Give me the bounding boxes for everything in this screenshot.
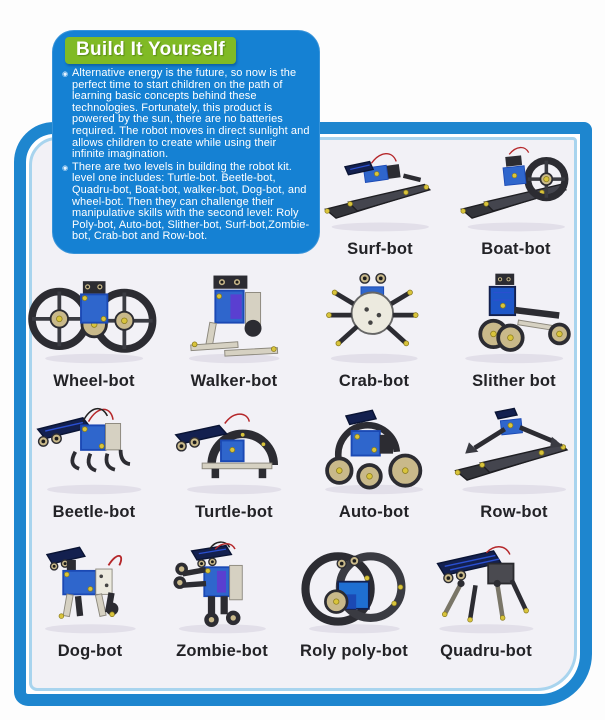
robot-image-rolypoly	[288, 528, 420, 636]
robot-image-surf	[312, 142, 448, 234]
robot-cell	[288, 528, 420, 661]
robot-cell	[304, 268, 444, 391]
robot-label: Slither bot	[472, 372, 556, 390]
robot-label: Turtle-bot	[195, 503, 273, 521]
robot-image-turtle	[164, 399, 304, 497]
robot-cell	[24, 399, 164, 522]
robot-image-wheel	[24, 268, 164, 366]
robot-image-row	[444, 399, 584, 497]
robot-label: Crab-bot	[338, 372, 410, 390]
robot-row-1	[312, 142, 584, 259]
robot-cell	[312, 142, 448, 259]
robot-label: Roly poly-bot	[299, 642, 408, 660]
robot-image-beetle	[24, 399, 164, 497]
robot-label: Auto-bot	[338, 503, 410, 521]
robot-image-zombie	[156, 528, 288, 636]
robot-cell	[444, 399, 584, 522]
robot-cell	[448, 142, 584, 259]
robot-cell	[444, 268, 584, 391]
robot-image-dog	[24, 528, 156, 636]
robot-label: Wheel-bot	[53, 372, 135, 390]
robot-label: Beetle-bot	[52, 503, 136, 521]
page-title: Build It Yourself	[65, 37, 236, 64]
robot-row-4	[24, 528, 552, 661]
robot-cell	[304, 399, 444, 522]
robot-image-quadru	[420, 528, 552, 636]
robot-image-auto	[304, 399, 444, 497]
robot-cell	[164, 268, 304, 391]
robot-cell	[164, 399, 304, 522]
robot-image-crab	[304, 268, 444, 366]
intro-bullet-1: ◉ Alternative energy is the future, so now is the perfect time to start children on the path of learning basic concepts behind these technologies. Fortunately, this product is powered by the sun, there are no batteries required. The robot moves in direct sunlight and allows children to create while using their infinite imagination.	[63, 68, 311, 161]
robot-cell	[24, 268, 164, 391]
robot-label: Walker-bot	[190, 372, 278, 390]
robot-image-boat	[448, 142, 584, 234]
robot-label: Row-bot	[480, 503, 548, 521]
robot-label: Quadru-bot	[440, 642, 532, 660]
intro-bullet-2: ◉ There are two levels in building the robot kit. level one includes: Turtle-bot. Beetle-bot, Quadru-bot, Boat-bot, walker-bot, Dog-bot, and wheel-bot. Then they can challenge their manipulative skills with the second level: Roly Poly-bot, Auto-bot, Slither-bot, Surf-bot,Zombie-bot, Crab-bot and Row-bot.	[63, 162, 311, 243]
robot-label: Boat-bot	[481, 240, 551, 258]
robot-row-2	[24, 268, 584, 391]
robot-cell	[420, 528, 552, 661]
robot-label: Zombie-bot	[176, 642, 268, 660]
robot-label: Surf-bot	[347, 240, 413, 258]
robot-cell	[156, 528, 288, 661]
info-box	[52, 30, 320, 254]
robot-row-3	[24, 399, 584, 522]
robot-image-slither	[444, 268, 584, 366]
robot-image-walker	[164, 268, 304, 366]
robot-label: Dog-bot	[57, 642, 123, 660]
robot-cell	[24, 528, 156, 661]
